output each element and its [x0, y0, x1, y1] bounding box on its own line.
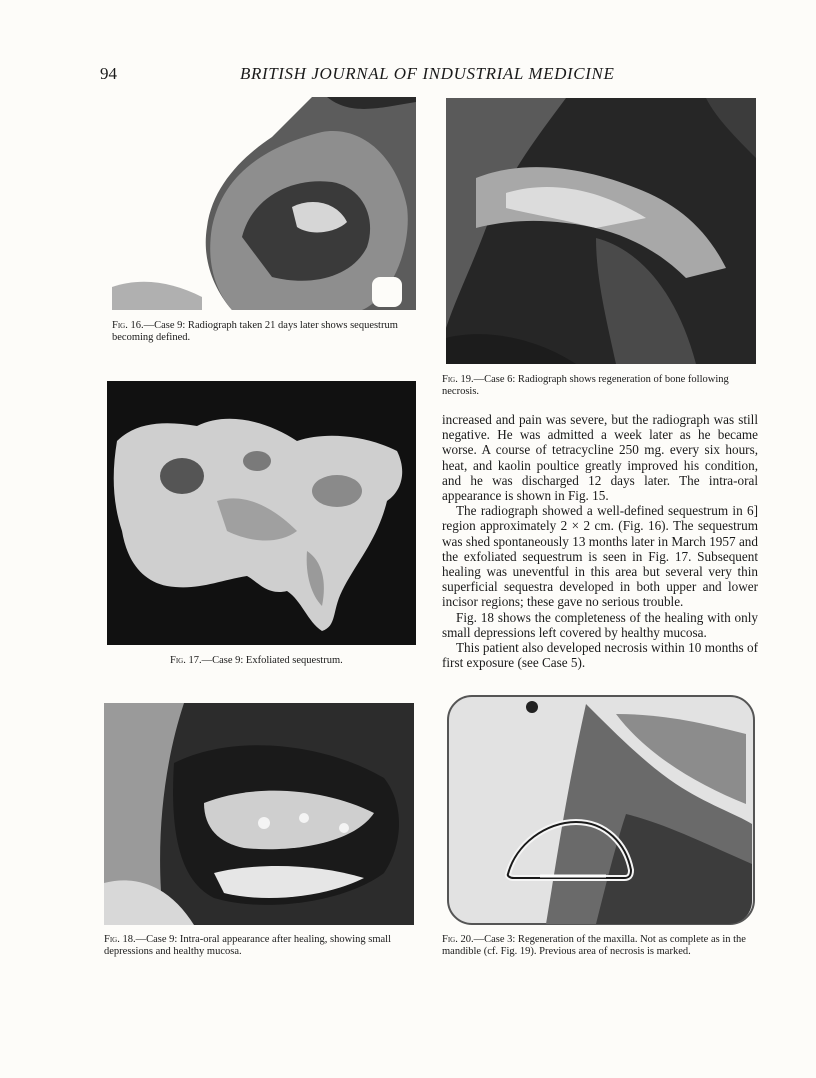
figure-18-photo [104, 703, 414, 925]
figure-17-label: Fig. 17. [170, 655, 202, 666]
figure-17-photo [107, 381, 416, 645]
figure-19-text: —Case 6: Radiograph shows regeneration of bone following necrosis. [442, 374, 729, 397]
figure-19-label: Fig. 19. [442, 374, 474, 385]
figure-19-radiograph [446, 98, 756, 364]
figure-19-caption [442, 374, 760, 397]
figure-16-text: —Case 9: Radiograph taken 21 days later shows sequestrum becoming defined. [112, 320, 398, 343]
figure-20-radiograph [446, 694, 756, 926]
body-text [442, 412, 758, 670]
paragraph-2: The radiograph showed a well-defined sequestrum in 6] region approximately 2 × 2 cm. (Fig. 16). The sequestrum was shed spontaneously 13 months later in March 1957 and the exfoliated sequestrum is seen in Fig. 17. Subsequent healing was uneventful in this area but several very thin superficial sequestra developed in both upper and lower incisor regions; these gave no serious trouble. [442, 503, 758, 610]
figure-16-radiograph [112, 97, 416, 310]
figure-18-label: Fig. 18. [104, 934, 136, 945]
figure-20-caption [442, 934, 760, 957]
paragraph-4: This patient also developed necrosis within 10 months of first exposure (see Case 5). [442, 640, 758, 671]
paragraph-3: Fig. 18 shows the completeness of the healing with only small depressions left covered by healthy mucosa. [442, 609, 758, 640]
figure-16-caption [112, 320, 432, 343]
page-number: 94 [100, 64, 117, 83]
journal-title: BRITISH JOURNAL OF INDUSTRIAL MEDICINE [240, 64, 615, 83]
paragraph-1: increased and pain was severe, but the radiograph was still negative. He was admitted a week later as he became worse. A course of tetracycline 250 mg. every six hours, heat, and kaolin poultice greatly improved his condition, and he was discharged 12 days later. The intra-oral appearance is shown in Fig. 15. [442, 412, 758, 504]
figure-18-text: —Case 9: Intra-oral appearance after healing, showing small depressions and healthy mucosa. [104, 934, 392, 957]
figure-17-caption [170, 655, 410, 667]
figure-18-caption [104, 934, 422, 957]
figure-20-label: Fig. 20. [442, 934, 474, 945]
figure-17-text: —Case 9: Exfoliated sequestrum. [201, 655, 343, 666]
figure-16-label: Fig. 16. [112, 320, 144, 331]
figure-20-text: —Case 3: Regeneration of the maxilla. Not as complete as in the mandible (cf. Fig. 19). Previous area of necrosis is marked. [442, 934, 746, 957]
